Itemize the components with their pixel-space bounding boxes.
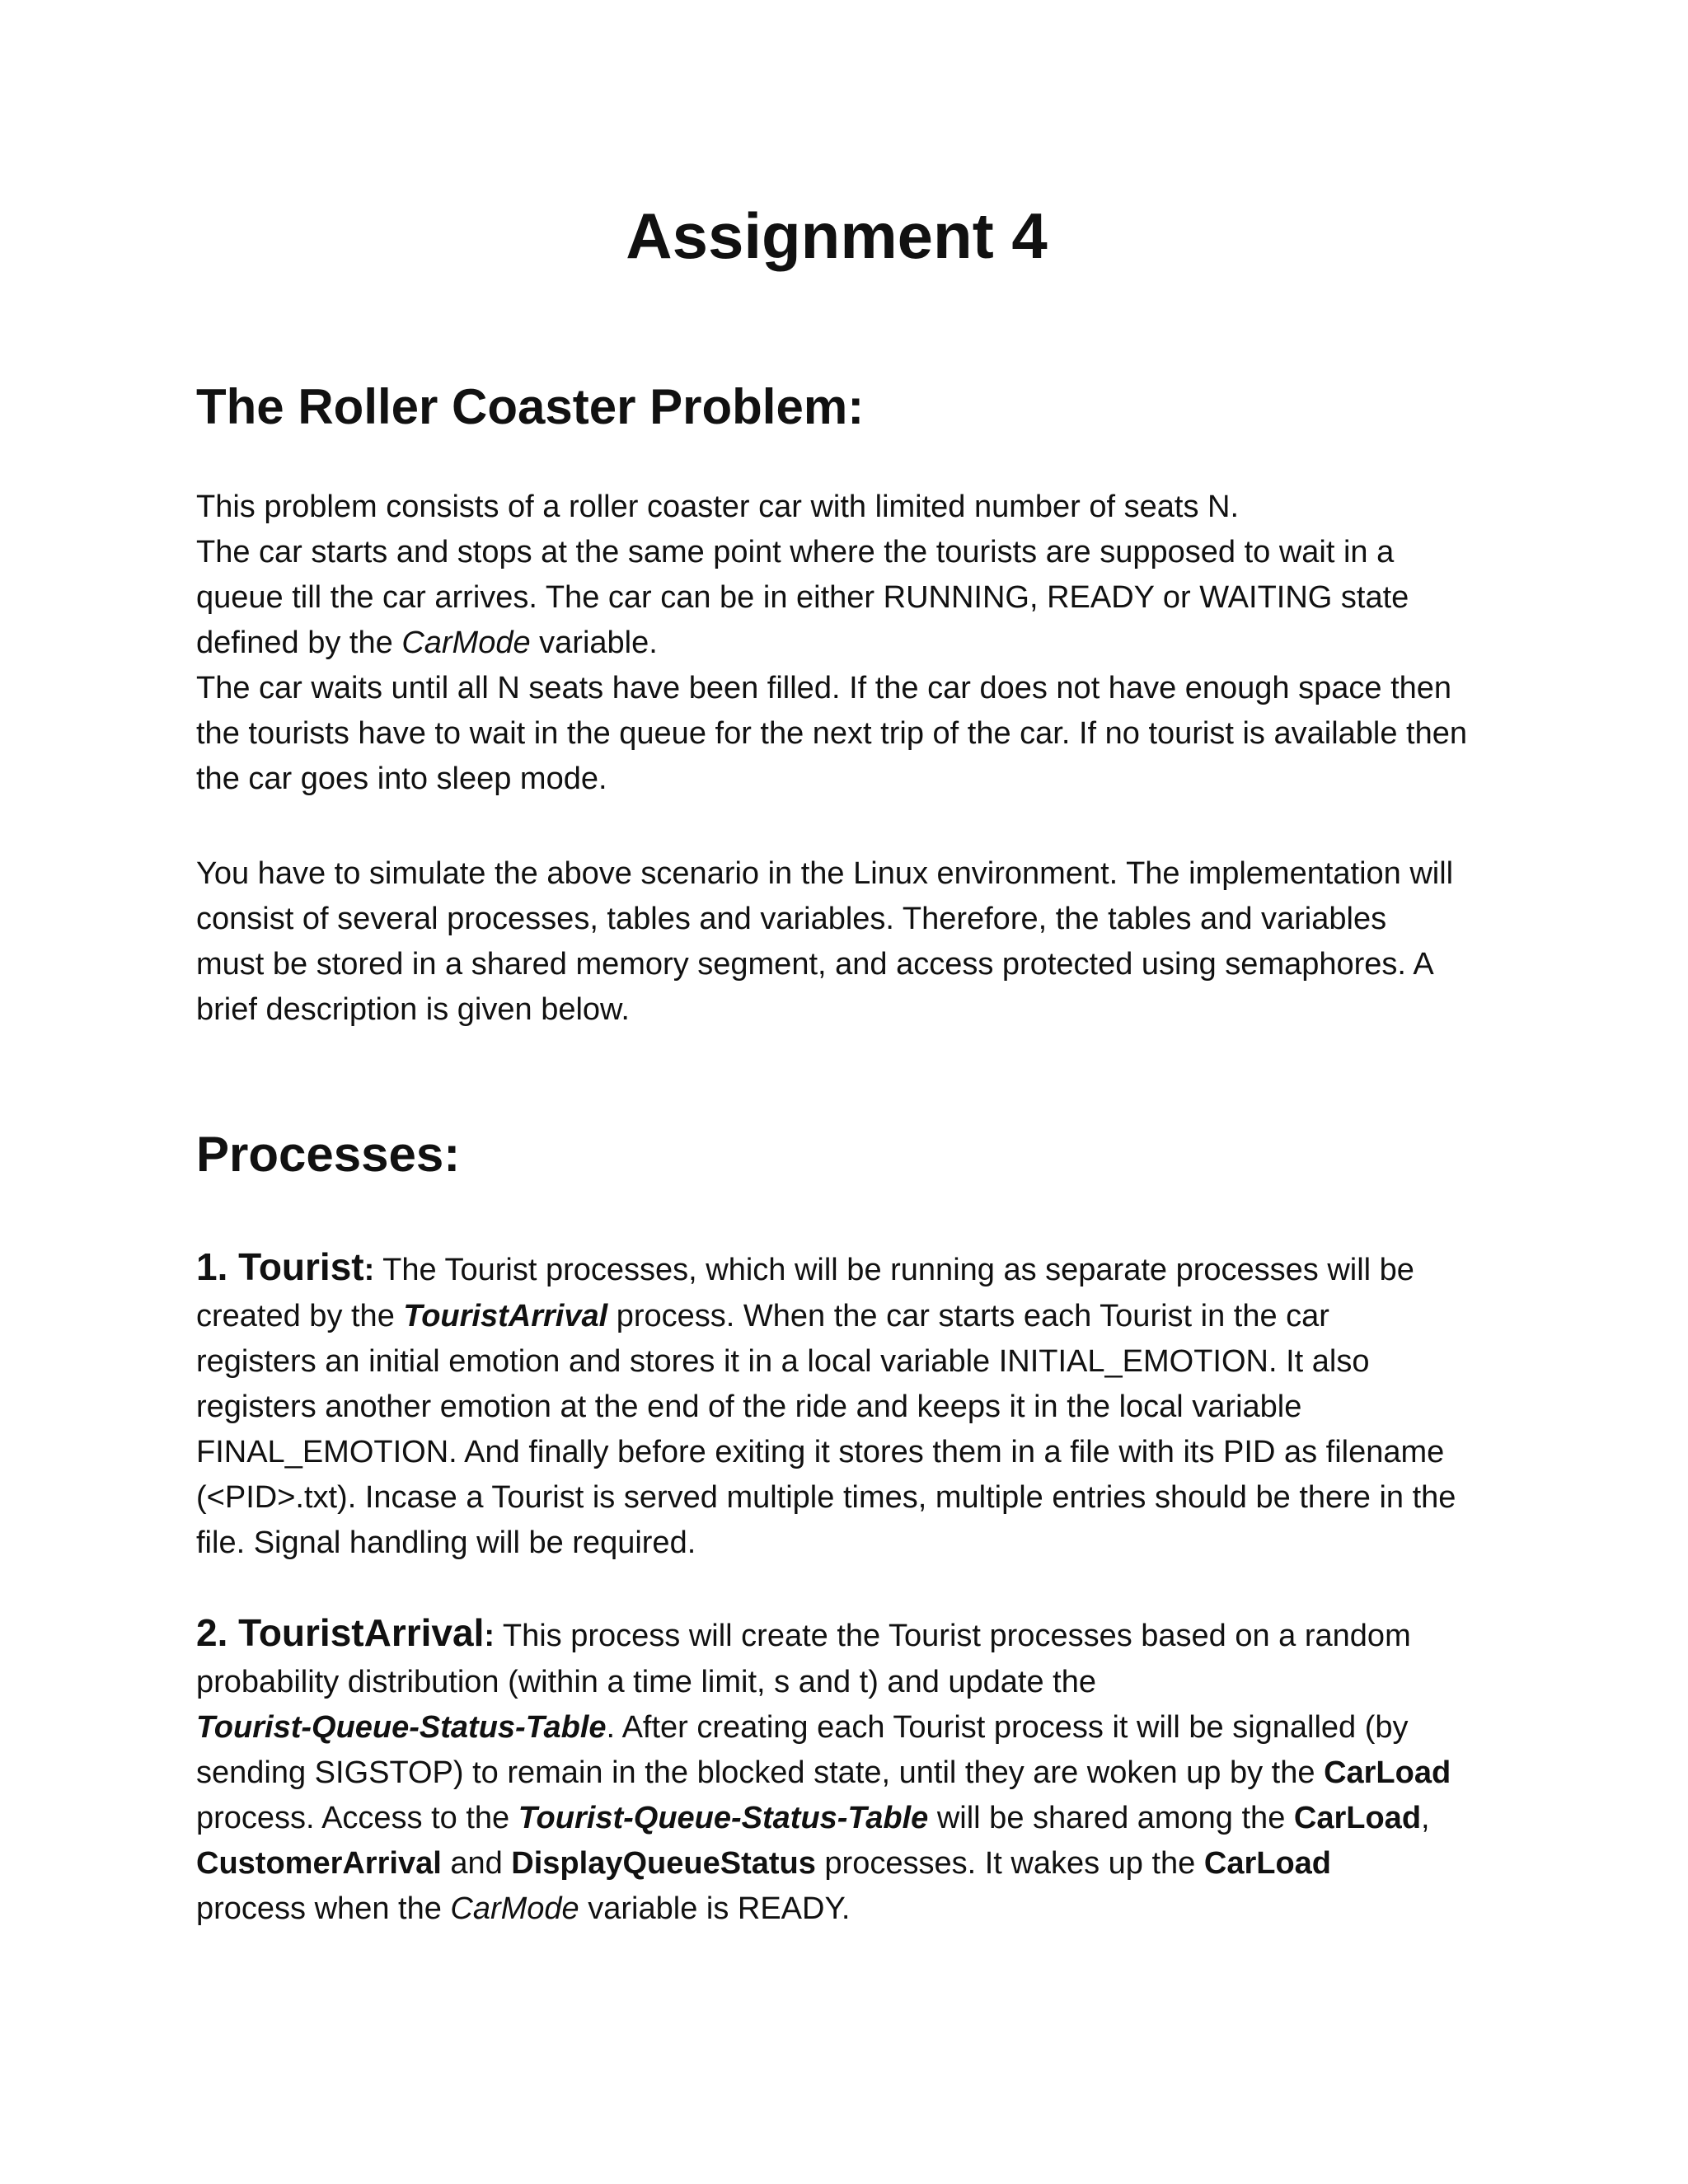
page-title: Assignment 4 xyxy=(626,199,1048,272)
text-line xyxy=(196,1243,1531,1294)
text-span: , xyxy=(1421,1801,1430,1835)
text-line: consist of several processes, tables and variables. Therefore, the tables and variables xyxy=(196,902,1387,936)
text-line: FINAL_EMOTION. And finally before exiting it stores them in a file with its PID as filename xyxy=(196,1435,1445,1469)
text-span: The Tourist processes, which will be running as separate processes will be xyxy=(374,1253,1414,1287)
process-item-tourist xyxy=(196,1243,1531,1566)
text-line xyxy=(196,1750,1531,1796)
text-line: You have to simulate the above scenario in the Linux environment. The implementation will xyxy=(196,856,1454,891)
text-line: file. Signal handling will be required. xyxy=(196,1526,696,1560)
item-heading: 1. Tourist xyxy=(196,1245,364,1288)
item-colon: : xyxy=(484,1619,495,1653)
text-line: queue till the car arrives. The car can be in either RUNNING, READY or WAITING state xyxy=(196,580,1409,615)
text-span: process when the xyxy=(196,1891,451,1926)
text-line xyxy=(196,1796,1531,1841)
text-line: the car goes into sleep mode. xyxy=(196,762,607,796)
text-span: process. Access to the xyxy=(196,1801,518,1835)
queue-table-term: Tourist-Queue-Status-Table xyxy=(196,1710,607,1745)
text-span: created by the xyxy=(196,1299,404,1333)
text-line: The car waits until all N seats have been filled. If the car does not have enough space then xyxy=(196,671,1452,705)
paragraph-problem-description xyxy=(196,485,1531,802)
text-span: This process will create the Tourist processes based on a random xyxy=(495,1619,1411,1653)
carload-term: CarLoad xyxy=(1203,1846,1332,1881)
text-span: process. When the car starts each Tourist in the car xyxy=(607,1299,1329,1333)
text-span: defined by the xyxy=(196,626,402,660)
item-colon: : xyxy=(363,1253,375,1287)
text-line xyxy=(196,1609,1531,1660)
text-line: brief description is given below. xyxy=(196,992,630,1027)
text-span: . After creating each Tourist process it will be signalled (by xyxy=(606,1710,1409,1745)
paragraph-simulation-description xyxy=(196,851,1531,1033)
carload-term: CarLoad xyxy=(1324,1755,1451,1790)
displayqueuestatus-term: DisplayQueueStatus xyxy=(511,1846,816,1881)
text-line: probability distribution (within a time limit, s and t) and update the xyxy=(196,1665,1096,1699)
text-line xyxy=(196,621,1531,666)
text-line xyxy=(196,1705,1531,1750)
item-heading: 2. TouristArrival xyxy=(196,1611,485,1654)
text-span: and xyxy=(441,1846,512,1881)
text-line: (<PID>.txt). Incase a Tourist is served multiple times, multiple entries should be there in the xyxy=(196,1480,1456,1515)
text-span: variable. xyxy=(530,626,658,660)
carmode-term: CarMode xyxy=(401,626,531,660)
text-span: processes. It wakes up the xyxy=(815,1846,1204,1881)
text-line: must be stored in a shared memory segment, and access protected using semaphores. A xyxy=(196,947,1434,982)
text-span: will be shared among the xyxy=(928,1801,1294,1835)
queue-table-term: Tourist-Queue-Status-Table xyxy=(518,1801,929,1835)
text-line xyxy=(196,1886,1531,1932)
text-line: registers another emotion at the end of the ride and keeps it in the local variable xyxy=(196,1390,1302,1424)
text-line xyxy=(196,1841,1531,1886)
carload-term: CarLoad xyxy=(1293,1801,1422,1835)
text-line xyxy=(196,1294,1531,1339)
carmode-term: CarMode xyxy=(450,1891,579,1926)
text-line: This problem consists of a roller coaster car with limited number of seats N. xyxy=(196,490,1240,524)
text-span: variable is READY. xyxy=(579,1891,851,1926)
text-line: the tourists have to wait in the queue for the next trip of the car. If no tourist is available then xyxy=(196,716,1468,751)
text-span: sending SIGSTOP) to remain in the blocked state, until they are woken up by the xyxy=(196,1755,1325,1790)
text-line: registers an initial emotion and stores it in a local variable INITIAL_EMOTION. It also xyxy=(196,1344,1370,1379)
section-heading-roller-coaster: The Roller Coaster Problem: xyxy=(196,379,865,434)
text-line: The car starts and stops at the same point where the tourists are supposed to wait in a xyxy=(196,535,1395,569)
touristarrival-term: TouristArrival xyxy=(403,1299,608,1333)
section-heading-processes: Processes: xyxy=(196,1127,461,1182)
process-item-tourist-arrival xyxy=(196,1609,1531,1932)
customerarrival-term: CustomerArrival xyxy=(196,1846,442,1881)
